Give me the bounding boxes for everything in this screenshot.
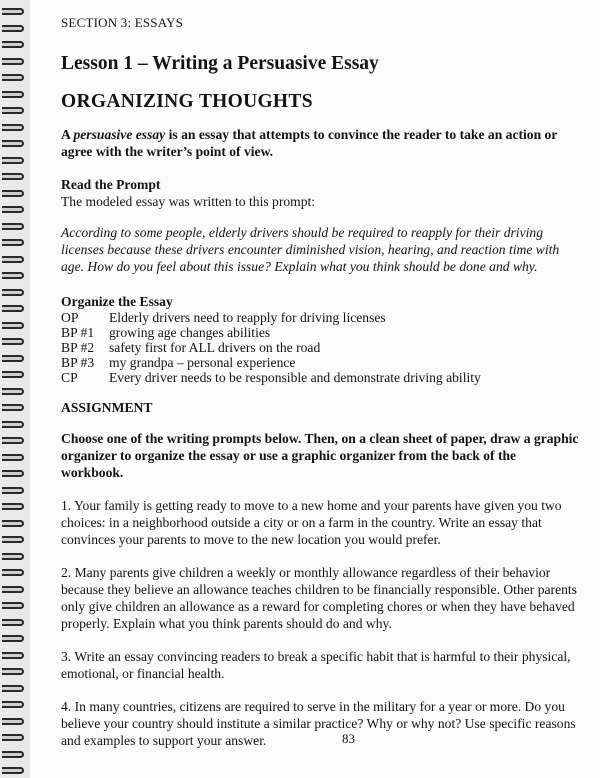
binding-coil xyxy=(2,173,24,180)
page-content xyxy=(61,14,581,749)
binding-coil xyxy=(2,619,24,626)
binding-coil xyxy=(2,124,24,131)
binding-coil xyxy=(2,289,24,296)
organize-heading: Organize the Essay xyxy=(61,294,173,309)
binding-coil xyxy=(2,8,24,15)
binding-coil xyxy=(2,685,24,692)
binding-coil xyxy=(2,140,24,147)
organizer-row xyxy=(61,325,581,340)
binding-coil xyxy=(2,520,24,527)
spiral-binding xyxy=(0,0,30,778)
binding-coil xyxy=(2,58,24,65)
organizer-row xyxy=(61,310,581,325)
section-header: SECTION 3: ESSAYS xyxy=(61,15,184,30)
binding-coil xyxy=(2,74,24,81)
definition-article: A xyxy=(61,127,74,142)
binding-coil xyxy=(2,371,24,378)
binding-coil xyxy=(2,239,24,246)
organizer-row xyxy=(61,355,581,370)
organizer-text: growing age changes abilities xyxy=(109,325,271,340)
binding-coil xyxy=(2,107,24,114)
binding-coil xyxy=(2,91,24,98)
writing-prompts-list xyxy=(61,497,581,749)
binding-coil xyxy=(2,404,24,411)
binding-coil xyxy=(2,25,24,32)
binding-coil xyxy=(2,322,24,329)
workbook-page xyxy=(30,0,600,778)
lesson-title: Lesson 1 – Writing a Persuasive Essay xyxy=(61,53,379,74)
binding-coil xyxy=(2,470,24,477)
binding-coil xyxy=(2,157,24,164)
binding-coil xyxy=(2,421,24,428)
organizer-code: BP #3 xyxy=(61,355,95,370)
binding-coil xyxy=(2,553,24,560)
binding-coil xyxy=(2,635,24,642)
binding-coil xyxy=(2,668,24,675)
page-number: 83 xyxy=(342,731,355,746)
binding-coil xyxy=(2,206,24,213)
modeled-prompt-text: According to some people, elderly drivers should be required to reapply for their driving licenses because these drivers encounter diminished vision, hearing, and reaction time with age. How do you feel about this issue? Explain what you think should be done and why. xyxy=(61,225,560,274)
binding-coil xyxy=(2,503,24,510)
binding-coil xyxy=(2,751,24,758)
writing-prompt: 1. Your family is getting ready to move to a new home and your parents have given you two choices: in a neighborhood outside a city or on a farm in the country. Write an essay that convinces your parents to move to the new location you would prefer. xyxy=(61,498,562,547)
organizer-text: my grandpa – personal experience xyxy=(109,355,296,370)
organizer-list xyxy=(61,310,581,385)
binding-coil xyxy=(2,718,24,725)
binding-coil xyxy=(2,487,24,494)
binding-coil xyxy=(2,701,24,708)
binding-coil xyxy=(2,355,24,362)
binding-coil xyxy=(2,454,24,461)
binding-coil xyxy=(2,602,24,609)
binding-coil xyxy=(2,305,24,312)
binding-coil xyxy=(2,569,24,576)
binding-coil xyxy=(2,437,24,444)
assignment-instructions: Choose one of the writing prompts below. Then, on a clean sheet of paper, draw a graphic organizer to organize the essay or use a graphic organizer from the back of the workbook. xyxy=(61,431,579,480)
organizer-code: BP #1 xyxy=(61,325,95,340)
binding-coil xyxy=(2,767,24,774)
definition-text: is an essay that attempts to convince the reader to take an action or agree with the writer’s point of view. xyxy=(61,127,558,159)
binding-coil xyxy=(2,256,24,263)
binding-coil xyxy=(2,41,24,48)
organizer-text: Every driver needs to be responsible and demonstrate driving ability xyxy=(109,370,481,385)
binding-coil xyxy=(2,734,24,741)
binding-coil xyxy=(2,272,24,279)
binding-coil xyxy=(2,652,24,659)
read-prompt-heading: Read the Prompt xyxy=(61,177,161,192)
writing-prompt: 3. Write an essay convincing readers to break a specific habit that is harmful to their physical, emotional, or financial health. xyxy=(61,649,571,681)
organizer-row xyxy=(61,340,581,355)
assignment-heading: ASSIGNMENT xyxy=(61,400,153,415)
writing-prompt: 4. In many countries, citizens are required to serve in the military for a year or more. Do you believe your country should institute a similar practice? Why or why not? Use specific reasons and examples to support your answer. xyxy=(61,699,576,748)
writing-prompt: 2. Many parents give children a weekly or monthly allowance regardless of their behavior because they believe an allowance teaches children to be financially responsible. Other parents only give children an allowance as a reward for completing chores or when they have behaved properly. Explain what you think parents should do and why. xyxy=(61,565,577,631)
definition-term: persuasive essay xyxy=(73,127,166,142)
binding-coil xyxy=(2,190,24,197)
organizer-row xyxy=(61,370,581,385)
binding-coil xyxy=(2,586,24,593)
binding-coil xyxy=(2,536,24,543)
binding-coil xyxy=(2,223,24,230)
organizer-code: OP xyxy=(61,310,79,325)
read-prompt-intro: The modeled essay was written to this prompt: xyxy=(61,194,316,209)
binding-coil xyxy=(2,338,24,345)
organizer-code: CP xyxy=(61,370,78,385)
section-subtitle: ORGANIZING THOUGHTS xyxy=(61,91,313,112)
organizer-text: safety first for ALL drivers on the road xyxy=(109,340,321,355)
organizer-text: Elderly drivers need to reapply for driving licenses xyxy=(109,310,386,325)
binding-coil xyxy=(2,388,24,395)
organizer-code: BP #2 xyxy=(61,340,95,355)
definition-paragraph xyxy=(61,126,581,160)
